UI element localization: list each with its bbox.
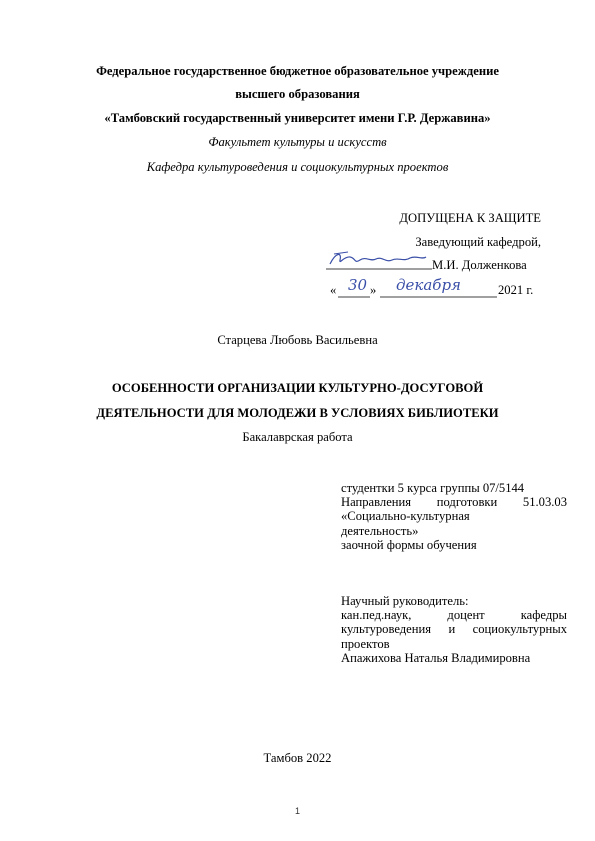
faculty-name: Факультет культуры и искусств <box>208 135 387 149</box>
student-info-line-1: студентки 5 курса группы 07/5144 <box>341 481 525 495</box>
student-info <box>341 481 567 552</box>
supervisor-line-1: кан.пед.наук, доцент кафедры <box>341 608 567 623</box>
date-month-field <box>380 274 497 299</box>
supervisor-line-2: культуроведения и социокультурных <box>341 622 567 637</box>
date-month: декабря <box>396 276 461 294</box>
city-year: Тамбов 2022 <box>263 751 332 765</box>
supervisor-label: Научный руководитель: <box>341 594 469 608</box>
thesis-title-line-1: ОСОБЕННОСТИ ОРГАНИЗАЦИИ КУЛЬТУРНО-ДОСУГОВОЙ <box>111 381 484 395</box>
supervisor-info <box>341 594 567 665</box>
approval-position: Заведующий кафедрой, <box>415 235 541 249</box>
date-close-quote: » <box>370 283 377 297</box>
thesis-type: Бакалаврская работа <box>242 430 353 444</box>
approval-title: ДОПУЩЕНА К ЗАЩИТЕ <box>399 211 541 225</box>
student-info-line-5: заочной формы обучения <box>341 537 477 552</box>
head-signature <box>326 248 432 270</box>
department-name: Кафедра культуроведения и социокультурных проектов <box>146 160 449 174</box>
university-name: «Тамбовский государственный университет имени Г.Р. Державина» <box>104 111 491 125</box>
thesis-title-line-2: ДЕЯТЕЛЬНОСТИ ДЛЯ МОЛОДЕЖИ В УСЛОВИЯХ БИБЛИОТЕКИ <box>96 406 499 420</box>
date-day-field <box>338 274 370 299</box>
page-number: 1 <box>294 806 300 816</box>
student-info-line-2: Направления подготовки 51.03.03 <box>341 495 567 510</box>
author-name: Старцева Любовь Васильевна <box>217 333 378 347</box>
student-info-line-3: «Социально-культурная <box>341 509 470 524</box>
org-line-2: высшего образования <box>235 87 360 101</box>
supervisor-line-3: проектов <box>341 636 390 651</box>
date-day: 30 <box>348 276 368 294</box>
date-year: 2021 г. <box>498 283 534 297</box>
supervisor-name: Апажихова Наталья Владимировна <box>341 650 531 665</box>
org-line-1: Федеральное государственное бюджетное образовательное учреждение <box>96 64 499 78</box>
head-name: М.И. Долженкова <box>432 258 527 272</box>
student-info-line-4: деятельность» <box>341 523 419 538</box>
date-open-quote: « <box>330 283 337 297</box>
